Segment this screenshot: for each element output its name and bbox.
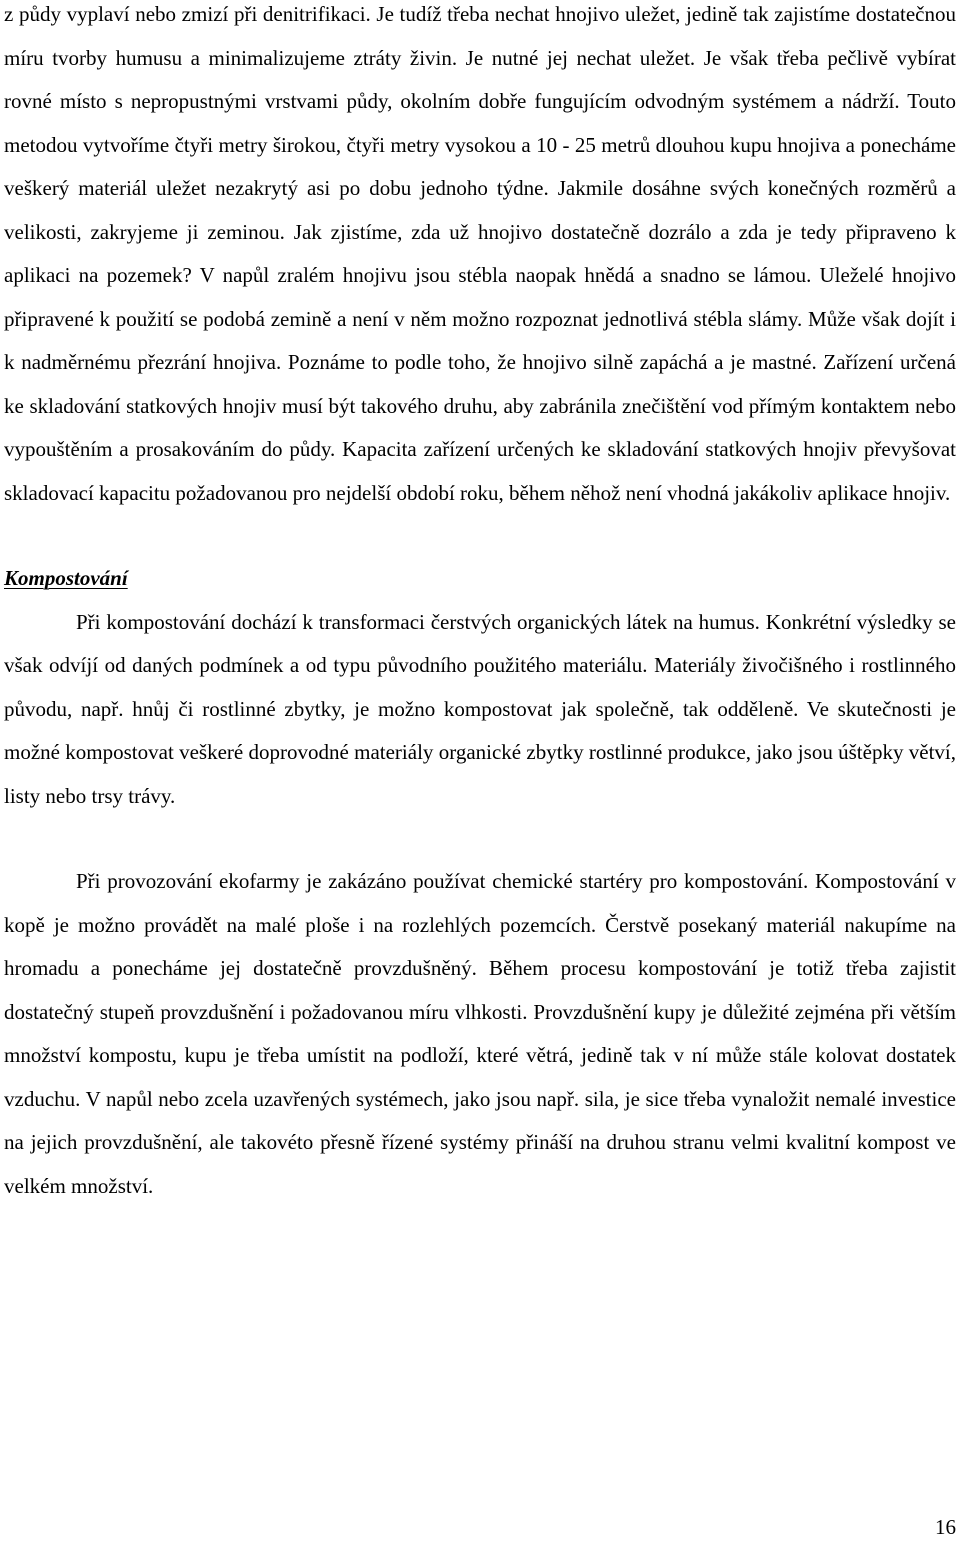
section-paragraph-1: Při kompostování dochází k transformaci čerstvých organických látek na humus. Konkrétní výsledky se však odvíjí od daných podmínek a od typu původního použitého materiálu. Materiály živočišného i rostlinného původu, např. hnůj či rostlinné zbytky, je možno kompostovat jak společně, tak odděleně. Ve skutečnosti je možné kompostovat veškeré doprovodné materiály organické zbytky rostlinné produkce, jako jsou úštěpky větví, listy nebo trsy trávy. (4, 609, 956, 808)
section-paragraph-2: Při provozování ekofarmy je zakázáno používat chemické startéry pro kompostování. Kompostování v kopě je možno provádět na malé ploše i na rozlehlých pozemcích. Čerstvě posekaný materiál nakupíme na hromadu a ponecháme jej dostatečně provzdušněný. Během procesu kompostování je totiž třeba zajistit dostatečný stupeň provzdušnění i požadovanou míru vlhkosti. Provzdušnění kupy je důležité zejména při větším množství kompostu, kupu je třeba umístit na podloží, které větrá, jedině tak v ní může stále kolovat dostatek vzduchu. V napůl nebo zcela uzavřených systémech, jako jsou např. sila, je sice třeba vynaložit nemalé investice na jejich provzdušnění, ale takovéto přesně řízené systémy přináší na druhou stranu velmi kvalitní kompost ve velkém množství. (4, 869, 956, 1198)
intro-paragraph: z půdy vyplaví nebo zmizí při denitrifikaci. Je tudíž třeba nechat hnojivo uležet, jedině tak zajistíme dostatečnou míru tvorby humusu a minimalizujeme ztráty živin. Je nutné jej nechat uležet. Je však třeba pečlivě vybírat rovné místo s nepropustnými vrstvami půdy, okolním dobře fungujícím odvodným systémem a nádrží. Touto metodou vytvoříme čtyři metry širokou, čtyři metry vysokou a 10 - 25 metrů dlouhou kupu hnojiva a ponecháme veškerý materiál uležet nezakrytý asi po dobu jednoho týdne. Jakmile dosáhne svých konečných rozměrů a velikosti, zakryjeme ji zeminou. Jak zjistíme, zda už hnojivo dostatečně dozrálo a zda je tedy připraveno k aplikaci na pozemek? V napůl zralém hnojivu jsou stébla naopak hnědá a snadno se lámou. Uleželé hnojivo připravené k použití se podobá zemině a není v něm možno rozpoznat jednotlivá stébla slámy. Může však dojít i k nadměrnému přezrání hnojiva. Poznáme to podle toho, že hnojivo silně zapáchá a je mastné. Zařízení určená ke skladování statkových hnojiv musí být takového druhu, aby zabránila znečištění vod přímým kontaktem nebo vypouštěním a prosakováním do půdy. Kapacita zařízení určených ke skladování statkových hnojiv převyšovat skladovací kapacitu požadovanou pro nejdelší období roku, během něhož není vhodná jakákoliv aplikace hnojiv. (4, 2, 956, 505)
section-heading: Kompostování (4, 566, 128, 590)
document-page (4, 0, 956, 1208)
page-number: 16 (935, 1515, 956, 1539)
